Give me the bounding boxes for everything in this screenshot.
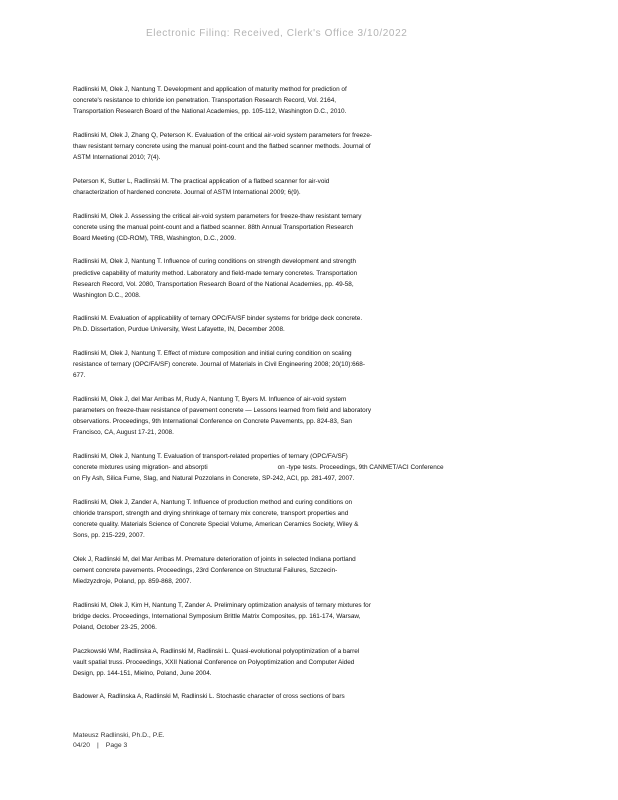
reference-entry [73,256,403,300]
reference-line: Design, pp. 144-151, Mielno, Poland, June 2004. [73,669,212,677]
reference-line: Radlinski M, Olek J, Zhang Q, Peterson K. Evaluation of the critical air-void system parameters for freeze- [73,131,373,139]
reference-line: predictive capability of maturity method. Laboratory and field-made ternary concretes. Transportation [73,269,358,277]
reference-entry [73,211,403,244]
reference-line: Radlinski M, Olek J, del Mar Arribas M, Rudy A, Nantung T, Byers M. Influence of air-void system [73,396,347,404]
reference-entry [73,130,403,163]
reference-line: vault spatial truss. Proceedings, XXII National Conference on Polyoptimization and Computer Aided [73,658,355,666]
reference-entry [73,348,403,381]
reference-line: Radlinski M, Olek J, Nantung T. Effect of mixture composition and initial curing condition on scaling [73,350,352,358]
reference-line: concrete quality. Materials Science of Concrete Special Volume, American Ceramics Society, Wiley & [73,521,359,529]
reference-line: Poland, October 23-25, 2006. [73,623,157,631]
reference-line: Radlinski M, Olek J, Nantung T. Development and application of maturity method for prediction of [73,86,347,93]
reference-line: cement concrete pavements. Proceedings, 23rd Conference on Structural Failures, Szczecin- [73,566,338,574]
reference-line: Peterson K, Sutter L, Radlinski M. The practical application of a flatbed scanner for air-void [73,177,330,185]
reference-line: thaw resistant ternary concrete using the manual point-count and the flatbed scanner methods. Journal of [73,142,371,150]
reference-line: Washington D.C., 2008. [73,291,141,299]
reference-line: parameters on freeze-thaw resistance of pavement concrete — Lessons learned from field and laboratory [73,407,372,415]
reference-line: Radlinski M. Evaluation of applicability of ternary OPC/FA/SF binder systems for bridge deck concrete. [73,315,363,323]
reference-line: Radlinski M, Olek J. Assessing the critical air-void system parameters for freeze-thaw resistant ternary [73,212,362,220]
reference-line: observations. Proceedings, 9th International Conference on Concrete Pavements, pp. 824-83, San [73,418,352,426]
reference-line: Sons, pp. 215-229, 2007. [73,532,145,540]
reference-line: Transportation Research Board of the National Academies, pp. 105-112, Washington D.C., 2010. [73,108,347,116]
reference-line: Radlinski M, Olek J, Nantung T. Influence of curing conditions on strength development and strength [73,258,357,266]
footer-page-number: Page 3 [105,742,128,749]
reference-line: Radlinski M, Olek J, Kim H, Nantung T, Zander A. Preliminary optimization analysis of ternary mixtures for [73,601,371,609]
reference-line: concrete using the manual point-count and a flatbed scanner. 88th Annual Transportation Research [73,223,354,231]
footer-page-info [73,741,165,751]
reference-line-part: on -type tests. Proceedings, 9th CANMET/ACI Conference [277,464,444,472]
reference-entry [73,646,403,679]
reference-line: ASTM International 2010; 7(4). [73,154,161,162]
reference-line: resistance of ternary (OPC/FA/SF) concrete. Journal of Materials in Civil Engineering 2008; 20(10):668- [73,361,365,369]
reference-line: Research Record, Vol. 2080, Transportation Research Board of the National Academies, pp. 49-58, [73,280,354,288]
reference-line [73,462,444,473]
reference-entry [73,176,403,198]
reference-entry [73,313,403,335]
reference-entry [73,84,403,117]
reference-entry [73,600,403,633]
reference-entry [73,691,403,702]
reference-line: Francisco, CA, August 17-21, 2008. [73,429,174,437]
reference-entry [73,394,403,438]
footer-author: Mateusz Radlinski, Ph.D., P.E. [73,732,165,739]
reference-line: Radlinski M, Olek J, Zander A, Nantung T. Influence of production method and curing conditions on [73,498,353,506]
footer-separator: | [97,742,99,749]
reference-line: Miedzyzdroje, Poland, pp. 859-868, 2007. [73,578,192,586]
reference-line: Ph.D. Dissertation, Purdue University, West Lafayette, IN, December 2008. [73,326,285,334]
reference-line: bridge decks. Proceedings, International Symposium Brittle Matrix Composites, pp. 161-174, Warsaw, [73,612,361,620]
reference-line: Board Meeting (CD-ROM), TRB, Washington, D.C., 2009. [73,234,237,242]
reference-line: Badower A, Radlinska A, Radlinski M, Radlinski L. Stochastic character of cross sections of bars [73,693,345,701]
reference-entry [73,554,403,587]
reference-line: on Fly Ash, Silica Fume, Slag, and Natural Pozzolans in Concrete, SP-242, ACI, pp. 281-497, 2007. [73,475,355,483]
reference-line: Radlinski M, Olek J, Nantung T. Evaluation of transport-related properties of ternary (OPC/FA/SF) [73,453,348,460]
page-footer [73,731,165,751]
reference-list [73,84,444,715]
reference-entry [73,451,444,484]
reference-line: characterization of hardened concrete. Journal of ASTM International 2009; 6(9). [73,188,301,196]
reference-line: Olek J, Radlinski M, del Mar Arribas M. Premature deterioration of joints in selected Indiana portland [73,555,356,563]
footer-date: 04/20 [73,742,91,749]
filing-stamp: Electronic Filing: Received, Clerk's Office 3/10/2022 [146,28,408,37]
reference-line: 677. [73,372,86,380]
reference-line: concrete's resistance to chloride ion penetration. Transportation Research Record, Vol. 2164, [73,97,337,105]
reference-line: Paczkowski WM, Radlinska A, Radlinski M, Radlinski L. Quasi-evolutional polyoptimization of a barrel [73,647,360,655]
reference-line-part: concrete mixtures using migration- and absorpti [73,464,208,472]
reference-entry [73,497,403,541]
reference-line: chloride transport, strength and drying shrinkage of ternary mix concrete, transport properties and [73,509,349,517]
